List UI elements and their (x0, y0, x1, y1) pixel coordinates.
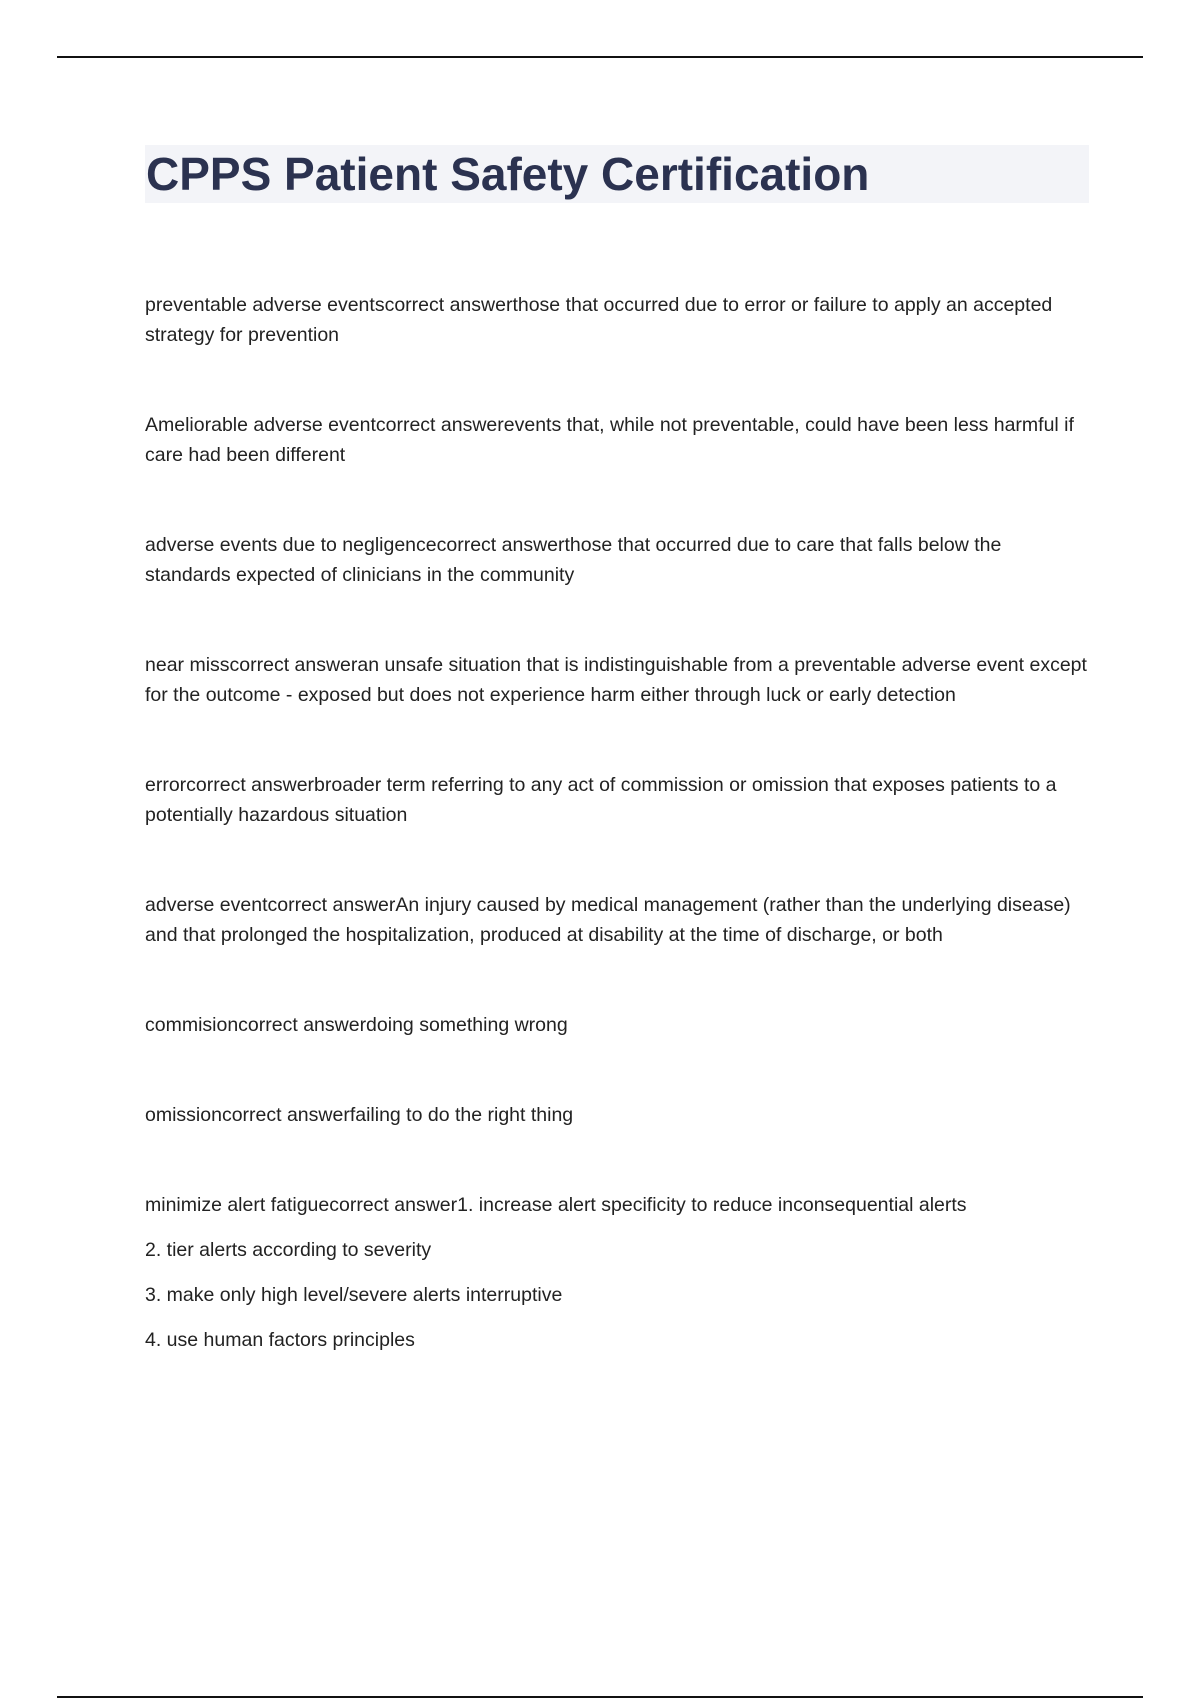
flashcard-negligence (145, 530, 1090, 590)
flashcard-list-line: 2. tier alerts according to severity (145, 1239, 432, 1261)
bottom-rule (57, 1696, 1143, 1698)
flashcard-text: adverse events due to negligencecorrect answerthose that occurred due to care that falls below the standards expected of clinicians in the community (145, 534, 1002, 586)
flashcard-text: errorcorrect answerbroader term referring to any act of commission or omission that exposes patients to a potentially hazardous situation (145, 774, 1057, 826)
flashcard-list (145, 290, 1090, 1355)
flashcard-text: preventable adverse eventscorrect answerthose that occurred due to error or failure to apply an accepted strategy for prevention (145, 294, 1053, 346)
title-banner (145, 145, 1089, 203)
flashcard-text: near misscorrect answeran unsafe situation that is indistinguishable from a preventable adverse event except for the outcome - exposed but does not experience harm either through luck or early detection (145, 654, 1087, 706)
flashcard-ameliorable-adverse-event (145, 410, 1090, 470)
flashcard-text: adverse eventcorrect answerAn injury caused by medical management (rather than the underlying disease) and that prolonged the hospitalization, produced at disability at the time of discharge, or both (145, 894, 1071, 946)
flashcard-text: commisioncorrect answerdoing something wrong (145, 1014, 568, 1036)
flashcard-preventable-adverse-events (145, 290, 1090, 350)
flashcard-omission (145, 1100, 1090, 1130)
flashcard-near-miss (145, 650, 1090, 710)
document-title: CPPS Patient Safety Certification (146, 148, 870, 200)
flashcard-list-line: 4. use human factors principles (145, 1329, 415, 1351)
flashcard-adverse-event (145, 890, 1090, 950)
flashcard-text: minimize alert fatiguecorrect answer1. increase alert specificity to reduce inconsequential alerts (145, 1194, 967, 1216)
top-rule (57, 56, 1143, 58)
flashcard-text: omissioncorrect answerfailing to do the right thing (145, 1104, 574, 1126)
flashcard-list-line: 3. make only high level/severe alerts interruptive (145, 1284, 563, 1306)
flashcard-error (145, 770, 1090, 830)
flashcard-text: Ameliorable adverse eventcorrect answerevents that, while not preventable, could have been less harmful if care had been different (145, 414, 1074, 466)
flashcard-commision (145, 1010, 1090, 1040)
flashcard-alert-fatigue (145, 1190, 1090, 1355)
